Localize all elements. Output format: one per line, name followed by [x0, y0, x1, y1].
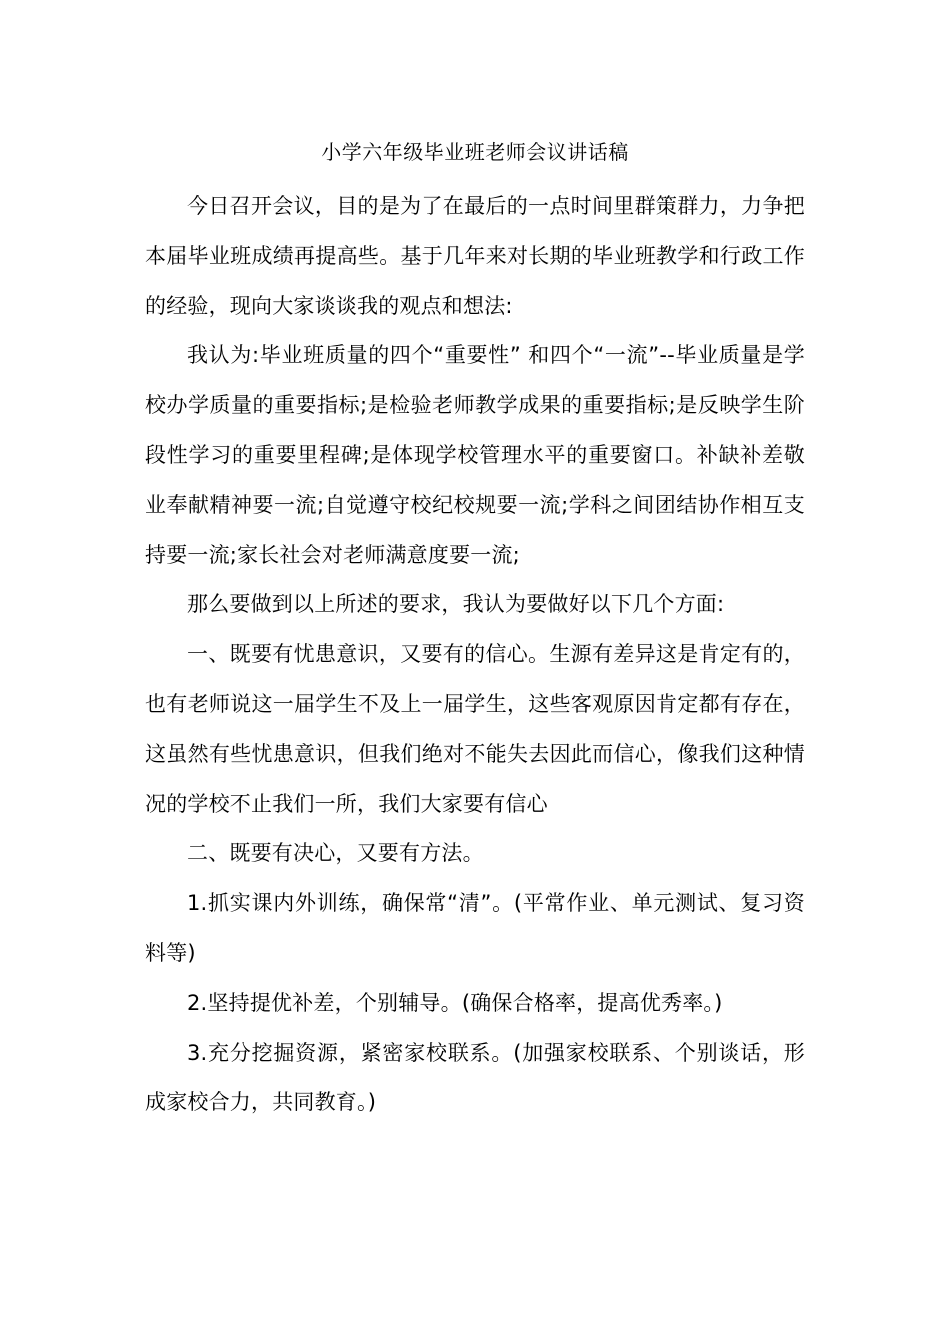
document-title: 小学六年级毕业班老师会议讲话稿 [321, 140, 629, 164]
document-body [145, 182, 805, 1128]
list-item-3: 3.充分挖掘资源，紧密家校联系。(加强家校联系、个别谈话，形成家校合力，共同教育。) [145, 1040, 805, 1115]
list-item-1: 1.抓实课内外训练，确保常“清”。(平常作业、单元测试、复习资料等) [145, 891, 805, 965]
list-item-2: 2.坚持提优补差，个别辅导。(确保合格率，提高优秀率。) [187, 990, 723, 1015]
paragraph-section-two: 二、既要有决心，又要有方法。 [187, 841, 484, 866]
paragraph-transition: 那么要做到以上所述的要求，我认为要做好以下几个方面: [187, 592, 725, 617]
paragraph-four-points: 我认为:毕业班质量的四个“重要性” 和四个“一流”--毕业质量是学校办学质量的重要指标;是检验老师教学成果的重要指标;是反映学生阶段性学习的重要里程碑;是体现学校管理水平的重要窗口。补缺补差敬业奉献精神要一流;自觉遵守校纪校规要一流;学科之间团结协作相互支持要一流;家长社会对老师满意度要一流; [145, 343, 805, 567]
paragraph-intro: 今日召开会议，目的是为了在最后的一点时间里群策群力，力争把本届毕业班成绩再提高些。基于几年来对长期的毕业班教学和行政工作的经验，现向大家谈谈我的观点和想法: [145, 194, 805, 318]
paragraph-section-one: 一、既要有忧患意识，又要有的信心。生源有差异这是肯定有的，也有老师说这一届学生不及上一届学生，这些客观原因肯定都有存在，这虽然有些忧患意识，但我们绝对不能失去因此而信心，像我们这种情况的学校不止我们一所，我们大家要有信心 [145, 642, 805, 816]
